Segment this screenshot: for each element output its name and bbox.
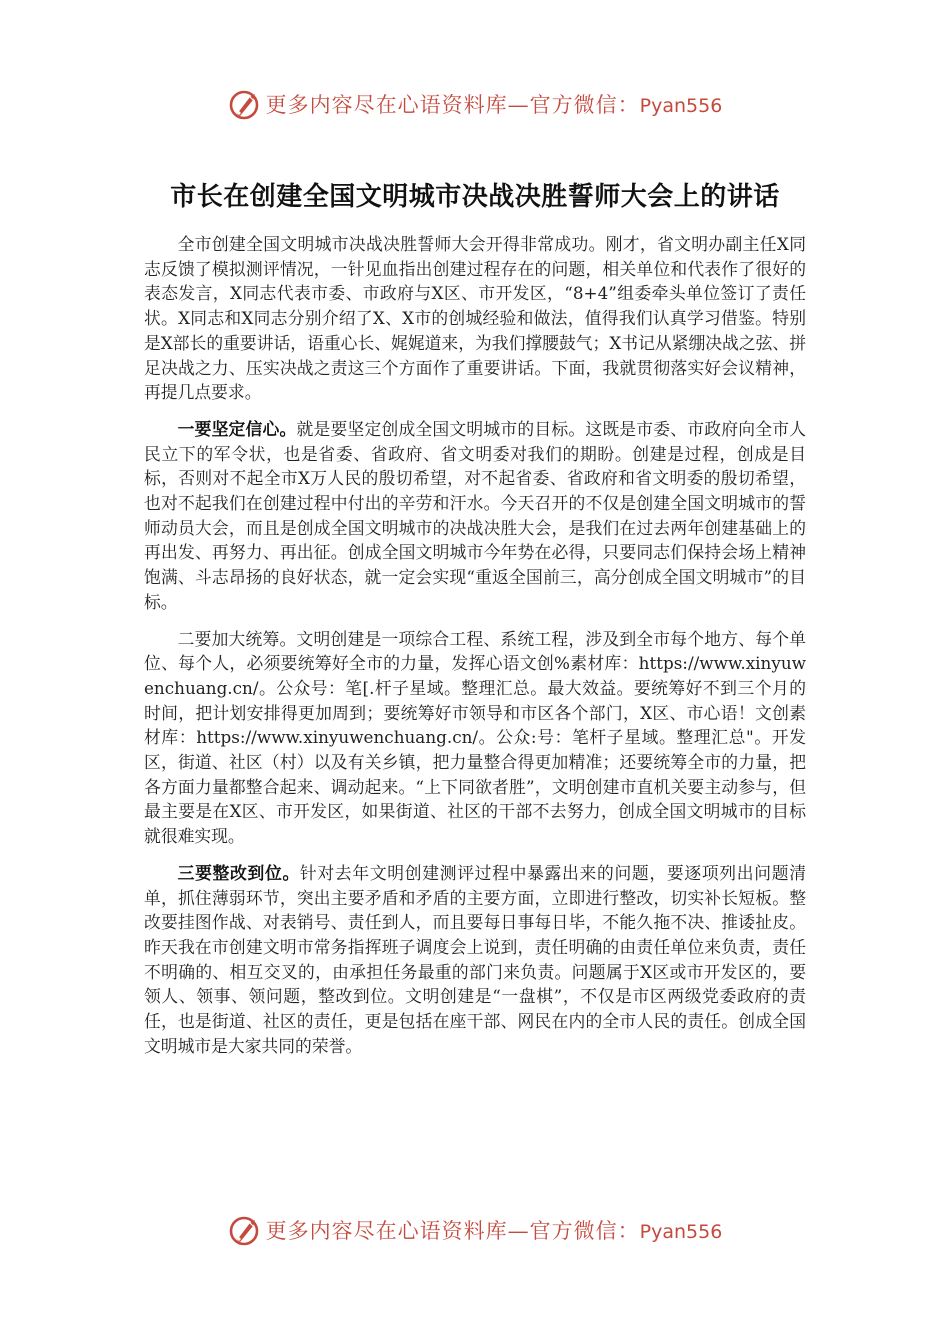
pen-nib-logo-icon: [228, 87, 262, 121]
pen-nib-logo-icon: [228, 1213, 262, 1247]
paragraph-text: 二要加大统筹。文明创建是一项综合工程、系统工程，涉及到全市每个地方、每个单位、每个人，必须要统筹好全市的力量，发挥心语文创%素材库：https://www.xinyuwenchuang.cn/。公众号：笔[.杆子星域。整理汇总。最大效益。要统筹好不到三个月的时间，把计划安排得更加周到；要统筹好市领导和市区各个部门，X区、市心语！文创素材库：https://www.xinyuwenchuang.cn/。公众:号：笔杆子星域。整理汇总"。开发区，街道、社区（村）以及有关乡镇，把力量整合得更加精准；还要统筹全市的力量，把各方面力量都整合起来、调动起来。“上下同欲者胜”，文明创建市直机关要主动参与，但最主要是在X区、市开发区，如果街道、社区的干部不去努力，创成全国文明城市的目标就很难实现。: [144, 628, 806, 847]
wechat-account: Pyan556: [639, 1221, 723, 1243]
paragraph-confidence: [144, 417, 806, 615]
paragraph-lead: 三要整改到位。: [177, 862, 300, 883]
paragraph-text: 就是要坚定创成全国文明城市的目标。这既是市委、市政府向全市人民立下的军令状，也是省委、省政府、省文明委对我们的期盼。创建是过程，创成是目标，否则对不起全市X万人民的殷切希望，对不起省委、省政府和省文明委的殷切希望，也对不起我们在创建过程中付出的辛劳和汗水。今天召开的不仅是创建全国文明城市的誓师动员大会，而且是创成全国文明城市的决战决胜大会，是我们在过去两年创建基础上的再出发、再努力、再出征。创成全国文明城市今年势在必得，只要同志们保持会场上精神饱满、斗志昂扬的良好状态，就一定会实现“重返全国前三，高分创成全国文明城市”的目标。: [144, 418, 806, 612]
banner-text: 更多内容尽在心语资料库—官方微信：Pyan556: [265, 1219, 723, 1243]
document-body: [144, 232, 806, 1071]
banner-text: 更多内容尽在心语资料库—官方微信：Pyan556: [265, 93, 723, 117]
footer-banner: [0, 1210, 950, 1250]
paragraph-lead: 一要坚定信心。: [177, 418, 297, 439]
paragraph-text: 全市创建全国文明城市决战决胜誓师大会开得非常成功。刚才，省文明办副主任X同志反馈了模拟测评情况，一针见血指出创建过程存在的问题，相关单位和代表作了很好的表态发言，X同志代表市委、市政府与X区、市开发区，“8+4”组委牵头单位签订了责任状。X同志和X同志分别介绍了X、X市的创城经验和做法，值得我们认真学习借鉴。特别是X部长的重要讲话，语重心长、娓娓道来，为我们撑腰鼓气；X书记从紧绷决战之弦、拼足决战之力、压实决战之责这三个方面作了重要讲话。下面，我就贯彻落实好会议精神，再提几点要求。: [144, 234, 806, 403]
paragraph-text: 针对去年文明创建测评过程中暴露出来的问题，要逐项列出问题清单，抓住薄弱环节，突出主要矛盾和矛盾的主要方面，立即进行整改，切实补长短板。整改要挂图作战、对表销号、责任到人，而且要每日事每日毕，不能久拖不决、推诿扯皮。昨天我在市创建文明市常务指挥班子调度会上说到，责任明确的由责任单位来负责，责任不明确的、相互交叉的，由承担任务最重的部门来负责。问题属于X区或市开发区的，要领人、领事、领问题，整改到位。文明创建是“一盘棋”，不仅是市区两级党委政府的责任，也是街道、社区的责任，更是包括在座干部、网民在内的全市人民的责任。创成全国文明城市是大家共同的荣誉。: [144, 862, 806, 1056]
paragraph-intro: [144, 232, 806, 405]
page-title: 市长在创建全国文明城市决战决胜誓师大会上的讲话: [170, 182, 780, 212]
wechat-account: Pyan556: [639, 95, 723, 117]
paragraph-rectification: [144, 861, 806, 1059]
header-banner: [0, 84, 950, 124]
paragraph-coordination: [144, 627, 806, 849]
